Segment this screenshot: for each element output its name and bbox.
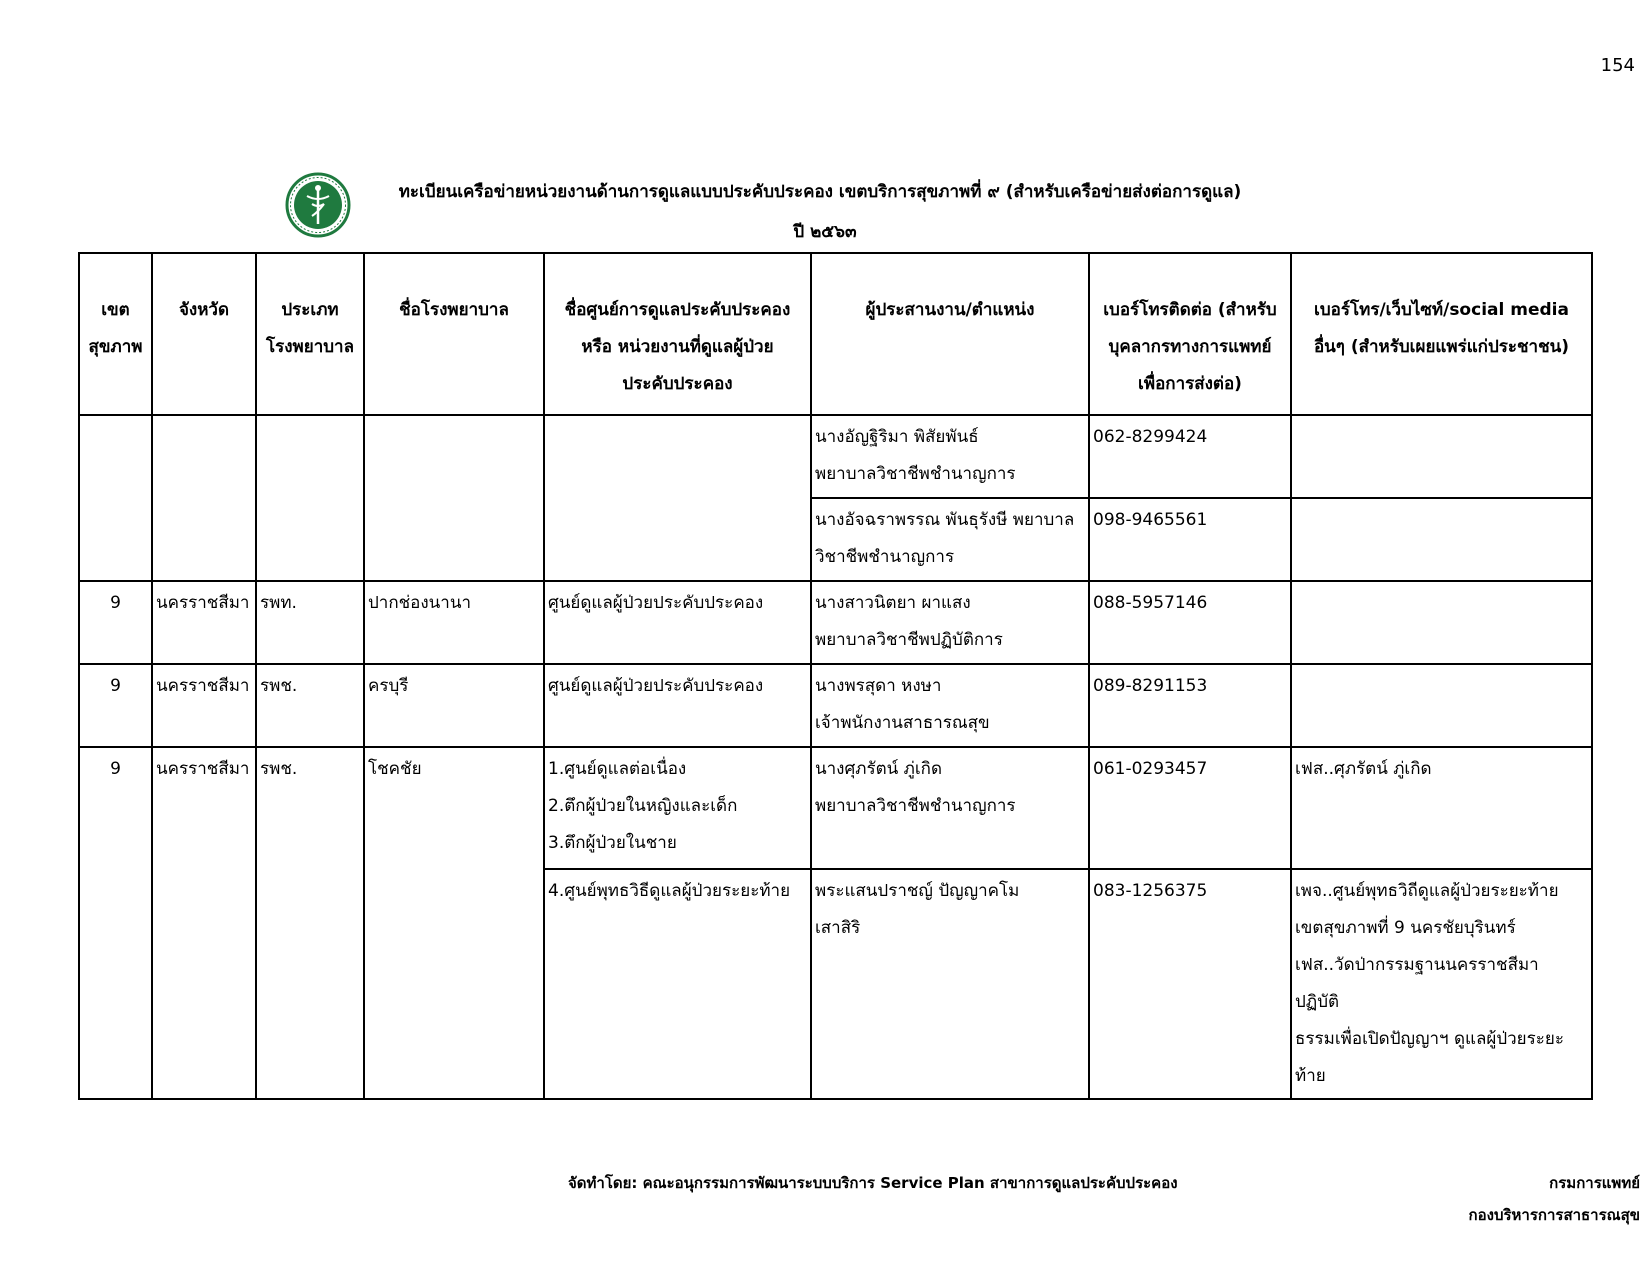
ministry-seal-icon <box>283 172 353 238</box>
network-registry-table <box>78 252 1593 1100</box>
hospital-type-cell: รพท. <box>256 581 364 664</box>
province-cell: นครราชสีมา <box>152 747 256 1099</box>
referral-phone-cell: 061-0293457 <box>1089 747 1291 869</box>
province-cell <box>152 415 256 581</box>
header-hospital-type: ประเภท โรงพยาบาล <box>256 253 364 415</box>
table-row <box>79 581 1592 664</box>
table-row <box>79 415 1592 498</box>
public-contact-cell <box>1291 498 1592 581</box>
hospital-type-cell <box>256 415 364 581</box>
coordinator-cell: นางสาวนิตยา ผาแสง พยาบาลวิชาชีพปฏิบัติการ <box>811 581 1089 664</box>
public-contact-cell: เพจ..ศูนย์พุทธวิถีดูแลผู้ป่วยระยะท้าย เขตสุขภาพที่ 9 นครชัยบุรินทร์ เฟส..วัดป่ากรรมฐานนครราชสีมา ปฏิบัติ ธรรมเพื่อเปิดปัญญาฯ ดูแลผู้ป่วยระยะ ท้าย <box>1291 869 1592 1099</box>
region-cell <box>79 415 152 581</box>
referral-phone-cell: 062-8299424 <box>1089 415 1291 498</box>
header-coordinator: ผู้ประสานงาน/ตำแหน่ง <box>811 253 1089 415</box>
hospital-name-cell: ปากช่องนานา <box>364 581 544 664</box>
region-cell: 9 <box>79 581 152 664</box>
referral-phone-cell: 098-9465561 <box>1089 498 1291 581</box>
table-header-row <box>79 253 1592 415</box>
care-center-cell: ศูนย์ดูแลผู้ป่วยประคับประคอง <box>544 581 811 664</box>
region-cell: 9 <box>79 747 152 1099</box>
footer-division: กองบริหารการสาธารณสุข <box>1468 1206 1640 1224</box>
public-contact-cell <box>1291 664 1592 747</box>
public-contact-cell <box>1291 581 1592 664</box>
header-referral-phone: เบอร์โทรติดต่อ (สำหรับ บุคลากรทางการแพทย์ เพื่อการส่งต่อ) <box>1089 253 1291 415</box>
header-care-center: ชื่อศูนย์การดูแลประคับประคอง หรือ หน่วยงานที่ดูแลผู้ป่วย ประคับประคอง <box>544 253 811 415</box>
document-year: ปี ๒๕๖๓ <box>793 222 857 242</box>
header-hospital-name: ชื่อโรงพยาบาล <box>364 253 544 415</box>
referral-phone-cell: 088-5957146 <box>1089 581 1291 664</box>
header-region: เขต สุขภาพ <box>79 253 152 415</box>
care-center-cell <box>544 415 811 581</box>
coordinator-cell: นางอัญฐิริมา พิสัยพันธ์ พยาบาลวิชาชีพชำนาญการ <box>811 415 1089 498</box>
header-province: จังหวัด <box>152 253 256 415</box>
page-number: 154 <box>1600 55 1635 76</box>
hospital-name-cell: ครบุรี <box>364 664 544 747</box>
care-center-cell: ศูนย์ดูแลผู้ป่วยประคับประคอง <box>544 664 811 747</box>
coordinator-cell: นางอัจฉราพรรณ พันธุรังษี พยาบาล วิชาชีพชำนาญการ <box>811 498 1089 581</box>
header-public-contact: เบอร์โทร/เว็บไซท์/social media อื่นๆ (สำหรับเผยแพร่แก่ประชาชน) <box>1291 253 1592 415</box>
coordinator-cell: นางพรสุดา หงษา เจ้าพนักงานสาธารณสุข <box>811 664 1089 747</box>
hospital-type-cell: รพช. <box>256 747 364 1099</box>
footer-department: กรมการแพทย์ <box>1549 1174 1640 1192</box>
region-cell: 9 <box>79 664 152 747</box>
table-row <box>79 664 1592 747</box>
hospital-type-cell: รพช. <box>256 664 364 747</box>
referral-phone-cell: 083-1256375 <box>1089 869 1291 1099</box>
document-title: ทะเบียนเครือข่ายหน่วยงานด้านการดูแลแบบประคับประคอง เขตบริการสุขภาพที่ ๙ (สำหรับเครือข่ายส่งต่อการดูแล) <box>398 182 1242 202</box>
hospital-name-cell <box>364 415 544 581</box>
coordinator-cell: นางศุภรัตน์ ภู่เกิด พยาบาลวิชาชีพชำนาญการ <box>811 747 1089 869</box>
table-row <box>79 747 1592 869</box>
care-center-cell: 1.ศูนย์ดูแลต่อเนื่อง 2.ตึกผู้ป่วยในหญิงและเด็ก 3.ตึกผู้ป่วยในชาย <box>544 747 811 869</box>
referral-phone-cell: 089-8291153 <box>1089 664 1291 747</box>
care-center-cell: 4.ศูนย์พุทธวิธีดูแลผู้ป่วยระยะท้าย <box>544 869 811 1099</box>
footer-prepared-by: จัดทำโดย: คณะอนุกรรมการพัฒนาระบบบริการ Service Plan สาขาการดูแลประคับประคอง <box>568 1174 1178 1192</box>
coordinator-cell: พระแสนปราชญ์ ปัญญาคโม เสาสิริ <box>811 869 1089 1099</box>
public-contact-cell <box>1291 415 1592 498</box>
hospital-name-cell: โชคชัย <box>364 747 544 1099</box>
province-cell: นครราชสีมา <box>152 581 256 664</box>
public-contact-cell: เฟส..ศุภรัตน์ ภู่เกิด <box>1291 747 1592 869</box>
province-cell: นครราชสีมา <box>152 664 256 747</box>
